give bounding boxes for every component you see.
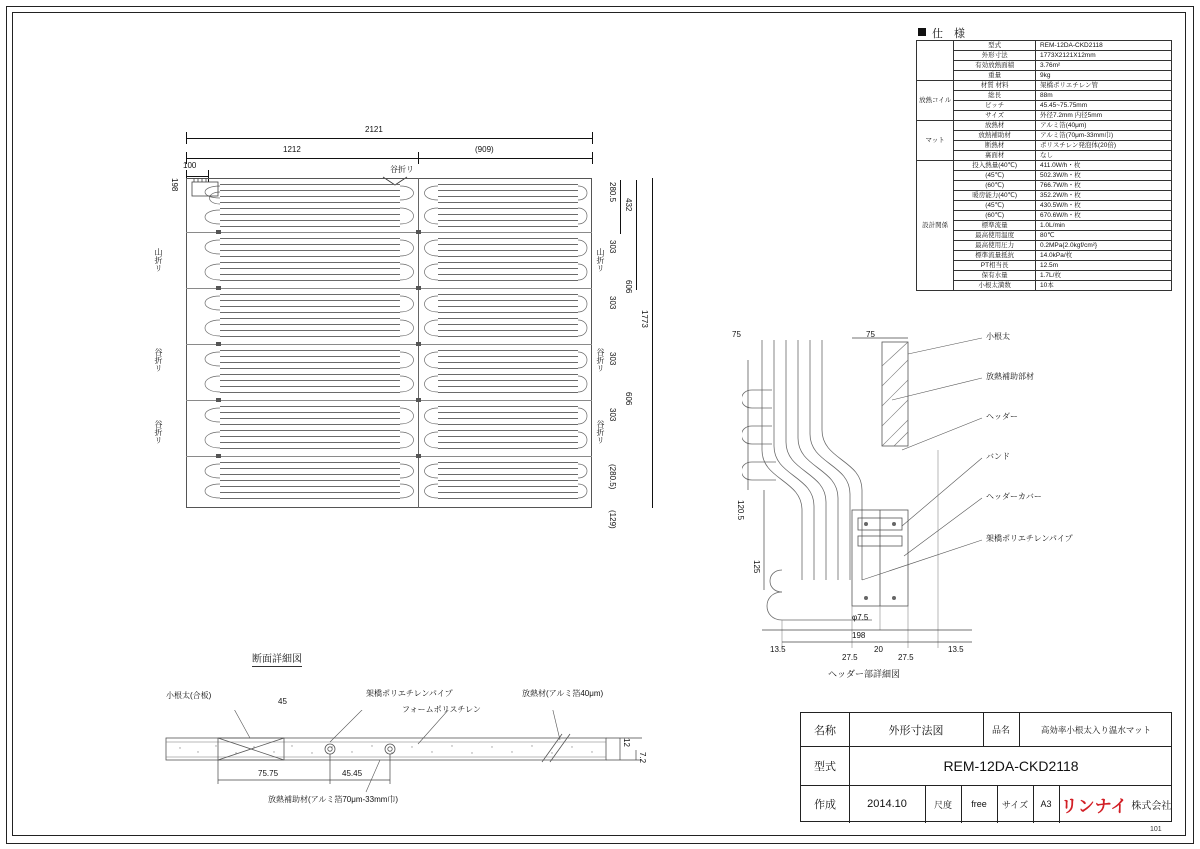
table-row xyxy=(917,121,1172,131)
spec-key: 保有水量 xyxy=(954,271,1036,281)
spec-group xyxy=(917,41,954,81)
dim-hdr-75: 75 xyxy=(732,330,741,339)
title-block xyxy=(800,712,1172,822)
spec-value: ポリスチレン発泡体(20倍) xyxy=(1035,141,1171,151)
label-valley-fold-top: 谷折リ xyxy=(390,165,414,174)
table-row xyxy=(917,51,1172,61)
dim-303-d: 303 xyxy=(608,408,617,422)
spec-value: 12.5m xyxy=(1035,261,1171,271)
table-row xyxy=(917,261,1172,271)
table-row xyxy=(917,241,1172,251)
dim-line xyxy=(620,180,621,234)
dim-left-margin: 100 xyxy=(183,161,197,170)
label-valley-fold-left-2: 谷折リ xyxy=(154,348,163,372)
tb-size-label: サイズ xyxy=(1001,799,1029,810)
spec-key: (60℃) xyxy=(954,211,1036,221)
section-detail-title: 断面詳細図 xyxy=(252,650,302,667)
spec-value: 411.0W/h・枚 xyxy=(1035,161,1171,171)
spec-key: 投入熱量(40℃) xyxy=(954,161,1036,171)
dim-tick xyxy=(186,132,187,144)
label-valley-fold-right-3: 谷折リ xyxy=(596,420,605,444)
dim-overall-width: 2121 xyxy=(365,125,383,134)
dim-tick xyxy=(592,132,593,144)
spec-value: 0.2MPa{2.0kgf/cm²} xyxy=(1035,241,1171,251)
spec-value: 1773X2121X12mm xyxy=(1035,51,1171,61)
callout-header-cover: ヘッダーカバー xyxy=(986,492,1042,501)
spec-value: 430.5W/h・枚 xyxy=(1035,201,1171,211)
spec-key: 小根太満数 xyxy=(954,281,1036,291)
table-row xyxy=(917,171,1172,181)
dim-hdr-198: 198 xyxy=(852,631,866,640)
table-row xyxy=(917,111,1172,121)
tb-scale-label: 尺度 xyxy=(933,799,952,810)
label-mountain-fold-right: 山折リ xyxy=(596,248,605,272)
tb-date-value: 2014.10 xyxy=(867,798,907,810)
spec-value: 3.76m² xyxy=(1035,61,1171,71)
dim-280-5-top: 280.5 xyxy=(608,182,617,203)
company-suffix: 株式会社 xyxy=(1131,800,1172,812)
callout-joist-plywood: 小根太(合板) xyxy=(166,691,212,700)
label-valley-fold-left-3: 谷折リ xyxy=(154,420,163,444)
spec-key: 最高使用圧力 xyxy=(954,241,1036,251)
table-row xyxy=(917,141,1172,151)
spec-value: REM-12DA-CKD2118 xyxy=(1035,41,1171,51)
table-row xyxy=(917,131,1172,141)
header-detail-view xyxy=(732,330,1073,679)
spec-value: 352.2W/h・枚 xyxy=(1035,191,1171,201)
dim-left-margin-line xyxy=(186,176,208,177)
dim-sect-12: 12 xyxy=(622,738,631,747)
spec-value: 766.7W/h・枚 xyxy=(1035,181,1171,191)
dim-left-width: 1212 xyxy=(283,145,301,154)
dim-right-width: (909) xyxy=(475,145,494,154)
dim-129: (129) xyxy=(608,510,617,529)
callout-radiating-foil: 放熱材(アルミ箔40μm) xyxy=(522,689,604,698)
table-row xyxy=(917,221,1172,231)
tb-model-value: REM-12DA-CKD2118 xyxy=(943,757,1079,774)
table-row xyxy=(917,151,1172,161)
spec-key: 放熱補助材 xyxy=(954,131,1036,141)
spec-value: 10本 xyxy=(1035,281,1171,291)
spec-key: 断熱材 xyxy=(954,141,1036,151)
spec-value: 9kg xyxy=(1035,71,1171,81)
spec-key: サイズ xyxy=(954,111,1036,121)
spec-key: 最高使用温度 xyxy=(954,231,1036,241)
table-row xyxy=(917,161,1172,171)
section-detail-drawing xyxy=(150,710,670,849)
plan-view xyxy=(150,120,670,529)
spec-key: 有効放熱面積 xyxy=(954,61,1036,71)
callout-band: バンド xyxy=(986,452,1010,461)
spec-value: 外径7.2mm 内径5mm xyxy=(1035,111,1171,121)
spec-key: 裏面材 xyxy=(954,151,1036,161)
dim-hdr-120-5: 120.5 xyxy=(736,500,745,521)
dim-overall-width-line xyxy=(186,138,592,139)
spec-key: 材質 材料 xyxy=(954,81,1036,91)
dim-hdr-125: 125 xyxy=(752,560,761,574)
dim-606-a: 606 xyxy=(624,280,633,294)
dim-sect-75-75: 75.75 xyxy=(258,769,279,778)
dim-line xyxy=(636,180,637,290)
table-row xyxy=(917,201,1172,211)
table-row xyxy=(917,211,1172,221)
spec-group-design: 設計関係 xyxy=(917,161,954,291)
spec-value: なし xyxy=(1035,151,1171,161)
tb-name-label: 名称 xyxy=(814,724,836,737)
callout-aux-radiator: 放熱補助部材 xyxy=(986,372,1034,381)
spec-key: 型式 xyxy=(954,41,1036,51)
spec-key: 標準流量 xyxy=(954,221,1036,231)
spec-value: 1.7L/枚 xyxy=(1035,271,1171,281)
tb-item-label: 品名 xyxy=(991,725,1010,735)
table-row xyxy=(917,81,1172,91)
spec-value: 14.0kPa/枚 xyxy=(1035,251,1171,261)
spec-key: 重量 xyxy=(954,71,1036,81)
dim-198: 198 xyxy=(170,178,179,192)
spec-group-coil: 放熱コイル xyxy=(917,81,954,121)
dim-606-b: 606 xyxy=(624,392,633,406)
dim-hdr-13-5-right: 13.5 xyxy=(948,645,964,654)
table-row xyxy=(917,281,1172,291)
spec-key: (60℃) xyxy=(954,181,1036,191)
tb-scale-value: free xyxy=(971,799,987,809)
dim-right-width-line xyxy=(418,158,592,159)
dim-overall-height: 1773 xyxy=(640,310,649,328)
header-detail-title: ヘッダー部詳細図 xyxy=(828,669,901,679)
callout-aux-foil: 放熱補助材(アルミ箔70μm-33mm巾) xyxy=(268,795,399,804)
table-row xyxy=(917,231,1172,241)
page-number: 101 xyxy=(1150,826,1162,833)
label-mountain-fold-left: 山折リ xyxy=(154,248,163,272)
callout-joist: 小根太 xyxy=(986,332,1010,341)
dim-sect-7-2: 7.2 xyxy=(638,752,647,764)
table-row xyxy=(917,271,1172,281)
table-row xyxy=(917,71,1172,81)
callout-foam-polystyrene: フォームポリスチレン xyxy=(402,705,481,714)
table-row xyxy=(917,191,1172,201)
spec-key: 放熱材 xyxy=(954,121,1036,131)
pipe-return-bends xyxy=(186,178,592,508)
spec-key: (45℃) xyxy=(954,201,1036,211)
spec-key: 標準流量抵抗 xyxy=(954,251,1036,261)
table-row xyxy=(917,91,1172,101)
table-row xyxy=(917,41,1172,51)
dim-left-width-line xyxy=(186,158,418,159)
spec-value: 670.6W/h・枚 xyxy=(1035,211,1171,221)
spec-value: アルミ箔(40μm) xyxy=(1035,121,1171,131)
spec-value: 架橋ポリエチレン管 xyxy=(1035,81,1171,91)
dim-303-a: 303 xyxy=(608,240,617,254)
spec-key: 暖房能力(40℃) xyxy=(954,191,1036,201)
tb-name-value: 外形寸法図 xyxy=(888,724,944,737)
spec-key: 総長 xyxy=(954,91,1036,101)
spec-key: ピッチ xyxy=(954,101,1036,111)
spec-value: 45.45~75.75mm xyxy=(1035,101,1171,111)
section-detail-view xyxy=(150,654,670,820)
spec-value: 502.3W/h・枚 xyxy=(1035,171,1171,181)
company-logo: リンナイ xyxy=(1060,796,1128,816)
dim-303-c: 303 xyxy=(608,352,617,366)
dim-303-b: 303 xyxy=(608,296,617,310)
callout-header: ヘッダー xyxy=(986,412,1018,421)
table-row xyxy=(917,61,1172,71)
table-row xyxy=(917,101,1172,111)
table-row xyxy=(917,181,1172,191)
tb-date-label: 作成 xyxy=(814,799,836,811)
table-row xyxy=(917,251,1172,261)
tb-size-value: A3 xyxy=(1040,799,1052,809)
dim-overall-height-line xyxy=(652,178,653,508)
dim-432: 432 xyxy=(624,198,633,212)
spec-value: 1.0L/min xyxy=(1035,221,1171,231)
dim-sect-45-45: 45.45 xyxy=(342,769,363,778)
spec-value: 80℃ xyxy=(1035,231,1171,241)
dim-hdr-top: 75 xyxy=(866,330,875,339)
dim-sect-45: 45 xyxy=(278,697,287,706)
label-valley-fold-right-2: 谷折リ xyxy=(596,348,605,372)
callout-pex-pipe: 架橋ポリエチレンパイプ xyxy=(986,534,1073,543)
dim-hdr-20: 20 xyxy=(874,645,883,654)
dim-280-5-bot: (280.5) xyxy=(608,464,617,490)
spec-group-mat: マット xyxy=(917,121,954,161)
dim-hdr-27-5-right: 27.5 xyxy=(898,653,914,662)
tb-model-label: 型式 xyxy=(814,760,836,773)
spec-table-title: 仕 様 xyxy=(918,25,969,41)
spec-key: (45℃) xyxy=(954,171,1036,181)
dim-tick xyxy=(592,152,593,164)
dim-hdr-27-5-left: 27.5 xyxy=(842,653,858,662)
spec-table xyxy=(916,40,1172,291)
dim-hdr-13-5-left: 13.5 xyxy=(770,645,786,654)
callout-pex-pipe-section: 架橋ポリエチレンパイプ xyxy=(366,689,453,698)
mat-assembly xyxy=(186,178,592,508)
bullet-square-icon xyxy=(918,28,926,36)
dim-hole-dia: φ7.5 xyxy=(852,613,869,622)
spec-value: アルミ箔(70μm-33mm巾) xyxy=(1035,131,1171,141)
tb-item-value: 高効率小根太入り温水マット xyxy=(1040,724,1152,735)
spec-key: PT相当長 xyxy=(954,261,1036,271)
spec-value: 88m xyxy=(1035,91,1171,101)
spec-key: 外形寸法 xyxy=(954,51,1036,61)
